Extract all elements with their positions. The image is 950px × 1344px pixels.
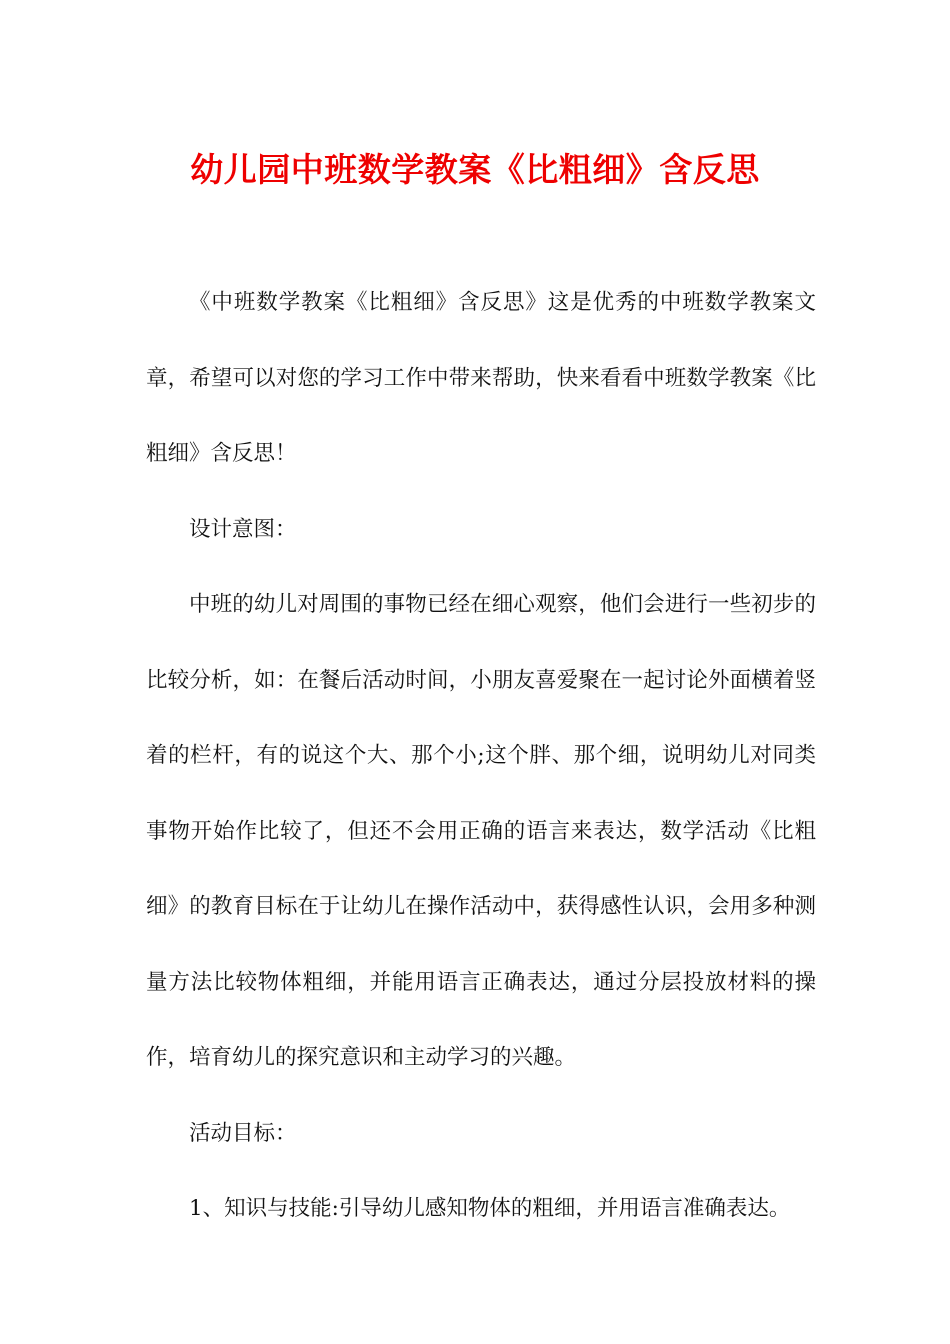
goal-item-1: 1、知识与技能:引导幼儿感知物体的粗细，并用语言准确表达。 (189, 1196, 791, 1221)
document-title: 幼儿园中班数学教案《比粗细》含反思 (190, 150, 760, 189)
design-intent-heading: 设计意图： (189, 516, 297, 542)
activity-goals-heading: 活动目标： (189, 1120, 297, 1146)
document-body (146, 265, 816, 1247)
intro-paragraph: 《中班数学教案《比粗细》含反思》这是优秀的中班数学教案文章，希望可以对您的学习工作中带来帮助，快来看看中班数学教案《比粗细》含反思！ (146, 290, 816, 466)
design-intent-paragraph: 中班的幼儿对周围的事物已经在细心观察，他们会进行一些初步的比较分析，如：在餐后活动时间，小朋友喜爱聚在一起讨论外面横着竖着的栏杆，有的说这个大、那个小;这个胖、那个细，说明幼儿对同类事物开始作比较了，但还不会用正确的语言来表达，数学活动《比粗细》的教育目标在于让幼儿在操作活动中，获得感性认识，会用多种测量方法比较物体粗细，并能用语言正确表达，通过分层投放材料的操作，培育幼儿的探究意识和主动学习的兴趣。 (146, 592, 816, 1070)
